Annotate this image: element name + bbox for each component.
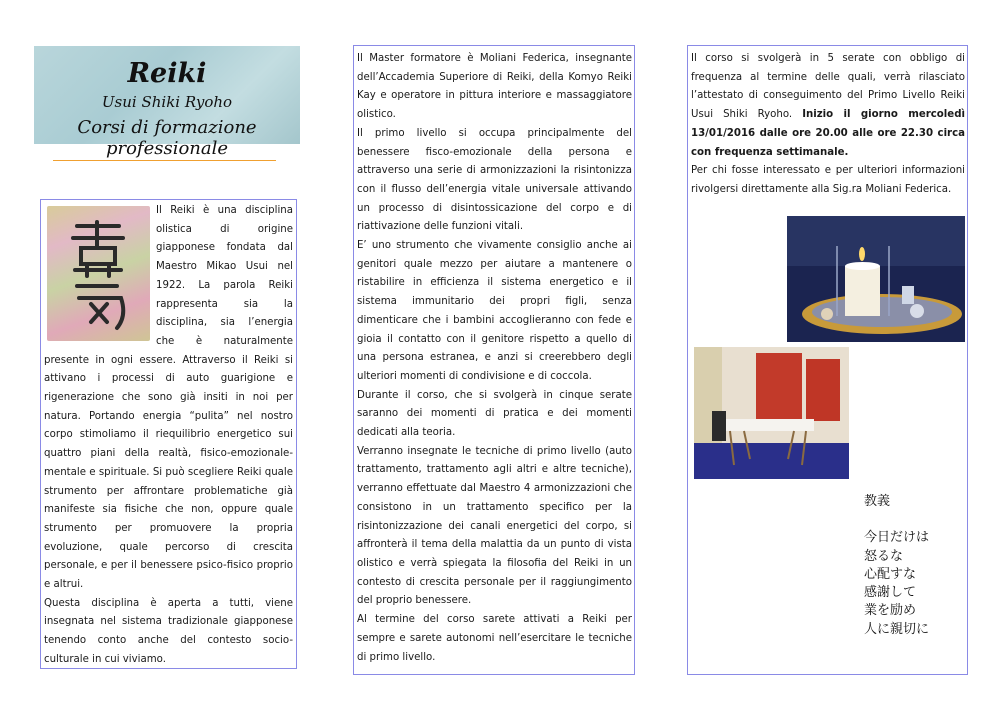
precept-line: 怒るな — [864, 548, 904, 564]
paragraph: Il Reiki è una disciplina olistica di origine giapponese fondata dal Maestro Mikao Usui nel 1922. La parola Reiki rappresenta sia la disciplina, sia l’energia che è naturalmente presente in ogni essere. Attraverso il Reiki si attivano i processi di auto guarigione e rigenerazione che sono già insiti in noi per natura. Portando energia “pulita” nel nostro corpo stimoliamo il riequilibrio energetico sui quattro piani della realtà, fisico-emozionale-mentale e spirituale. Si può scegliere Reiki quale strumento per affrontare problematiche già manifeste sia fisiche che non, oppure quale strumento per promuovere la propria evoluzione, quale percorso di crescita personale, e per il benessere psico-fisico proprio e altrui. — [44, 205, 293, 591]
precept-line: 今日だけは — [864, 530, 930, 546]
paragraph: Verranno insegnate le tecniche di primo livello (auto trattamento, trattamento agli altri e altre tecniche), verranno effettuate dal Maestro 4 armonizzazioni che consistono in un trattamento specifico per la risintonizzazione dei canali energetici del corpo, si affronterà il tema della malattia da un punto di vista olistico e verrà spiegata la filosofia del Reiki in un contesto di crescita personale per il raggiungimento del proprio benessere. — [357, 445, 632, 607]
schedule-paragraph — [691, 50, 965, 162]
decorative-divider — [53, 160, 276, 161]
panel-intro-text — [44, 202, 293, 670]
precept-line: 感謝して — [864, 585, 917, 601]
panel-schedule-text — [691, 50, 965, 200]
precept-line: 心配すな — [864, 566, 917, 582]
paragraph: E’ uno strumento che vivamente consiglio anche ai genitori quale mezzo per aiutare a mantenere o ristabilire in efficienza il sistema energetico e il sistema immunitario dei propri figli, senza dimenticare che i bambini accoglieranno con fede e gioia il contatto con il genitore rispetto a quello di una persona estranea, e anzi si creerebbero degli ulteriori momenti di condivisione e di coccola. — [357, 240, 632, 382]
banner-subtitle: Usui Shiki Ryoho — [101, 93, 233, 111]
paragraph: Il primo livello si occupa principalmente del benessere fisco-emozionale della persona e attraverso una serie di armonizzazioni la risintonizza con il flusso dell’energia vitale universale attivando un processo di disintossicazione del corpo e di riattivazione delle funzioni vitali. — [357, 127, 632, 233]
precept-line: 業を励め — [864, 603, 917, 619]
header-banner — [34, 46, 300, 159]
candle-photo — [787, 216, 965, 342]
precepts-title: 教義 — [864, 494, 891, 509]
banner-tagline: Corsi di formazione professionale — [77, 117, 257, 159]
paragraph: Il Master formatore è Moliani Federica, insegnante dell’Accademia Superiore di Reiki, della Komyo Reiki Kay e operatore in pittura interiore e massaggiatore olistico. — [357, 53, 632, 121]
panel-intro — [40, 199, 297, 669]
reiki-precepts — [864, 493, 929, 639]
paragraph: Durante il corso, che si svolgerà in cinque serate saranno dei momenti di pratica e dei momenti dedicati alla teoria. — [357, 389, 632, 439]
panel-course-details — [353, 45, 635, 675]
schedule-highlight: Inizio il giorno mercoledì 13/01/2016 dalle ore 20.00 alle ore 22.30 circa con frequenza settimanale. — [691, 109, 965, 158]
reiki-calligraphy-icon — [47, 206, 150, 341]
paragraph: Al termine del corso sarete attivati a Reiki per sempre e sarete autonomi nell’esercitare le tecniche di primo livello. — [357, 614, 632, 663]
banner-title: Reiki — [127, 58, 207, 89]
precept-line: 人に親切に — [864, 621, 930, 637]
paragraph: Questa disciplina è aperta a tutti, viene insegnata nel sistema tradizionale giapponese tenendo conto anche del contesto socio-culturale in cui viviamo. — [44, 597, 293, 665]
schedule-intro: Il corso si svolgerà in 5 serate con obbligo di frequenza al termine delle quali, verrà rilasciato l’attestato di conseguimento del Primo Livello Reiki Usui Shiki Ryoho. — [691, 53, 965, 121]
massage-room-photo — [694, 347, 849, 479]
panel-course-text — [357, 50, 632, 667]
contact-paragraph: Per chi fosse interessato e per ulteriori informazioni rivolgersi direttamente alla Sig.ra Moliani Federica. — [691, 165, 965, 195]
